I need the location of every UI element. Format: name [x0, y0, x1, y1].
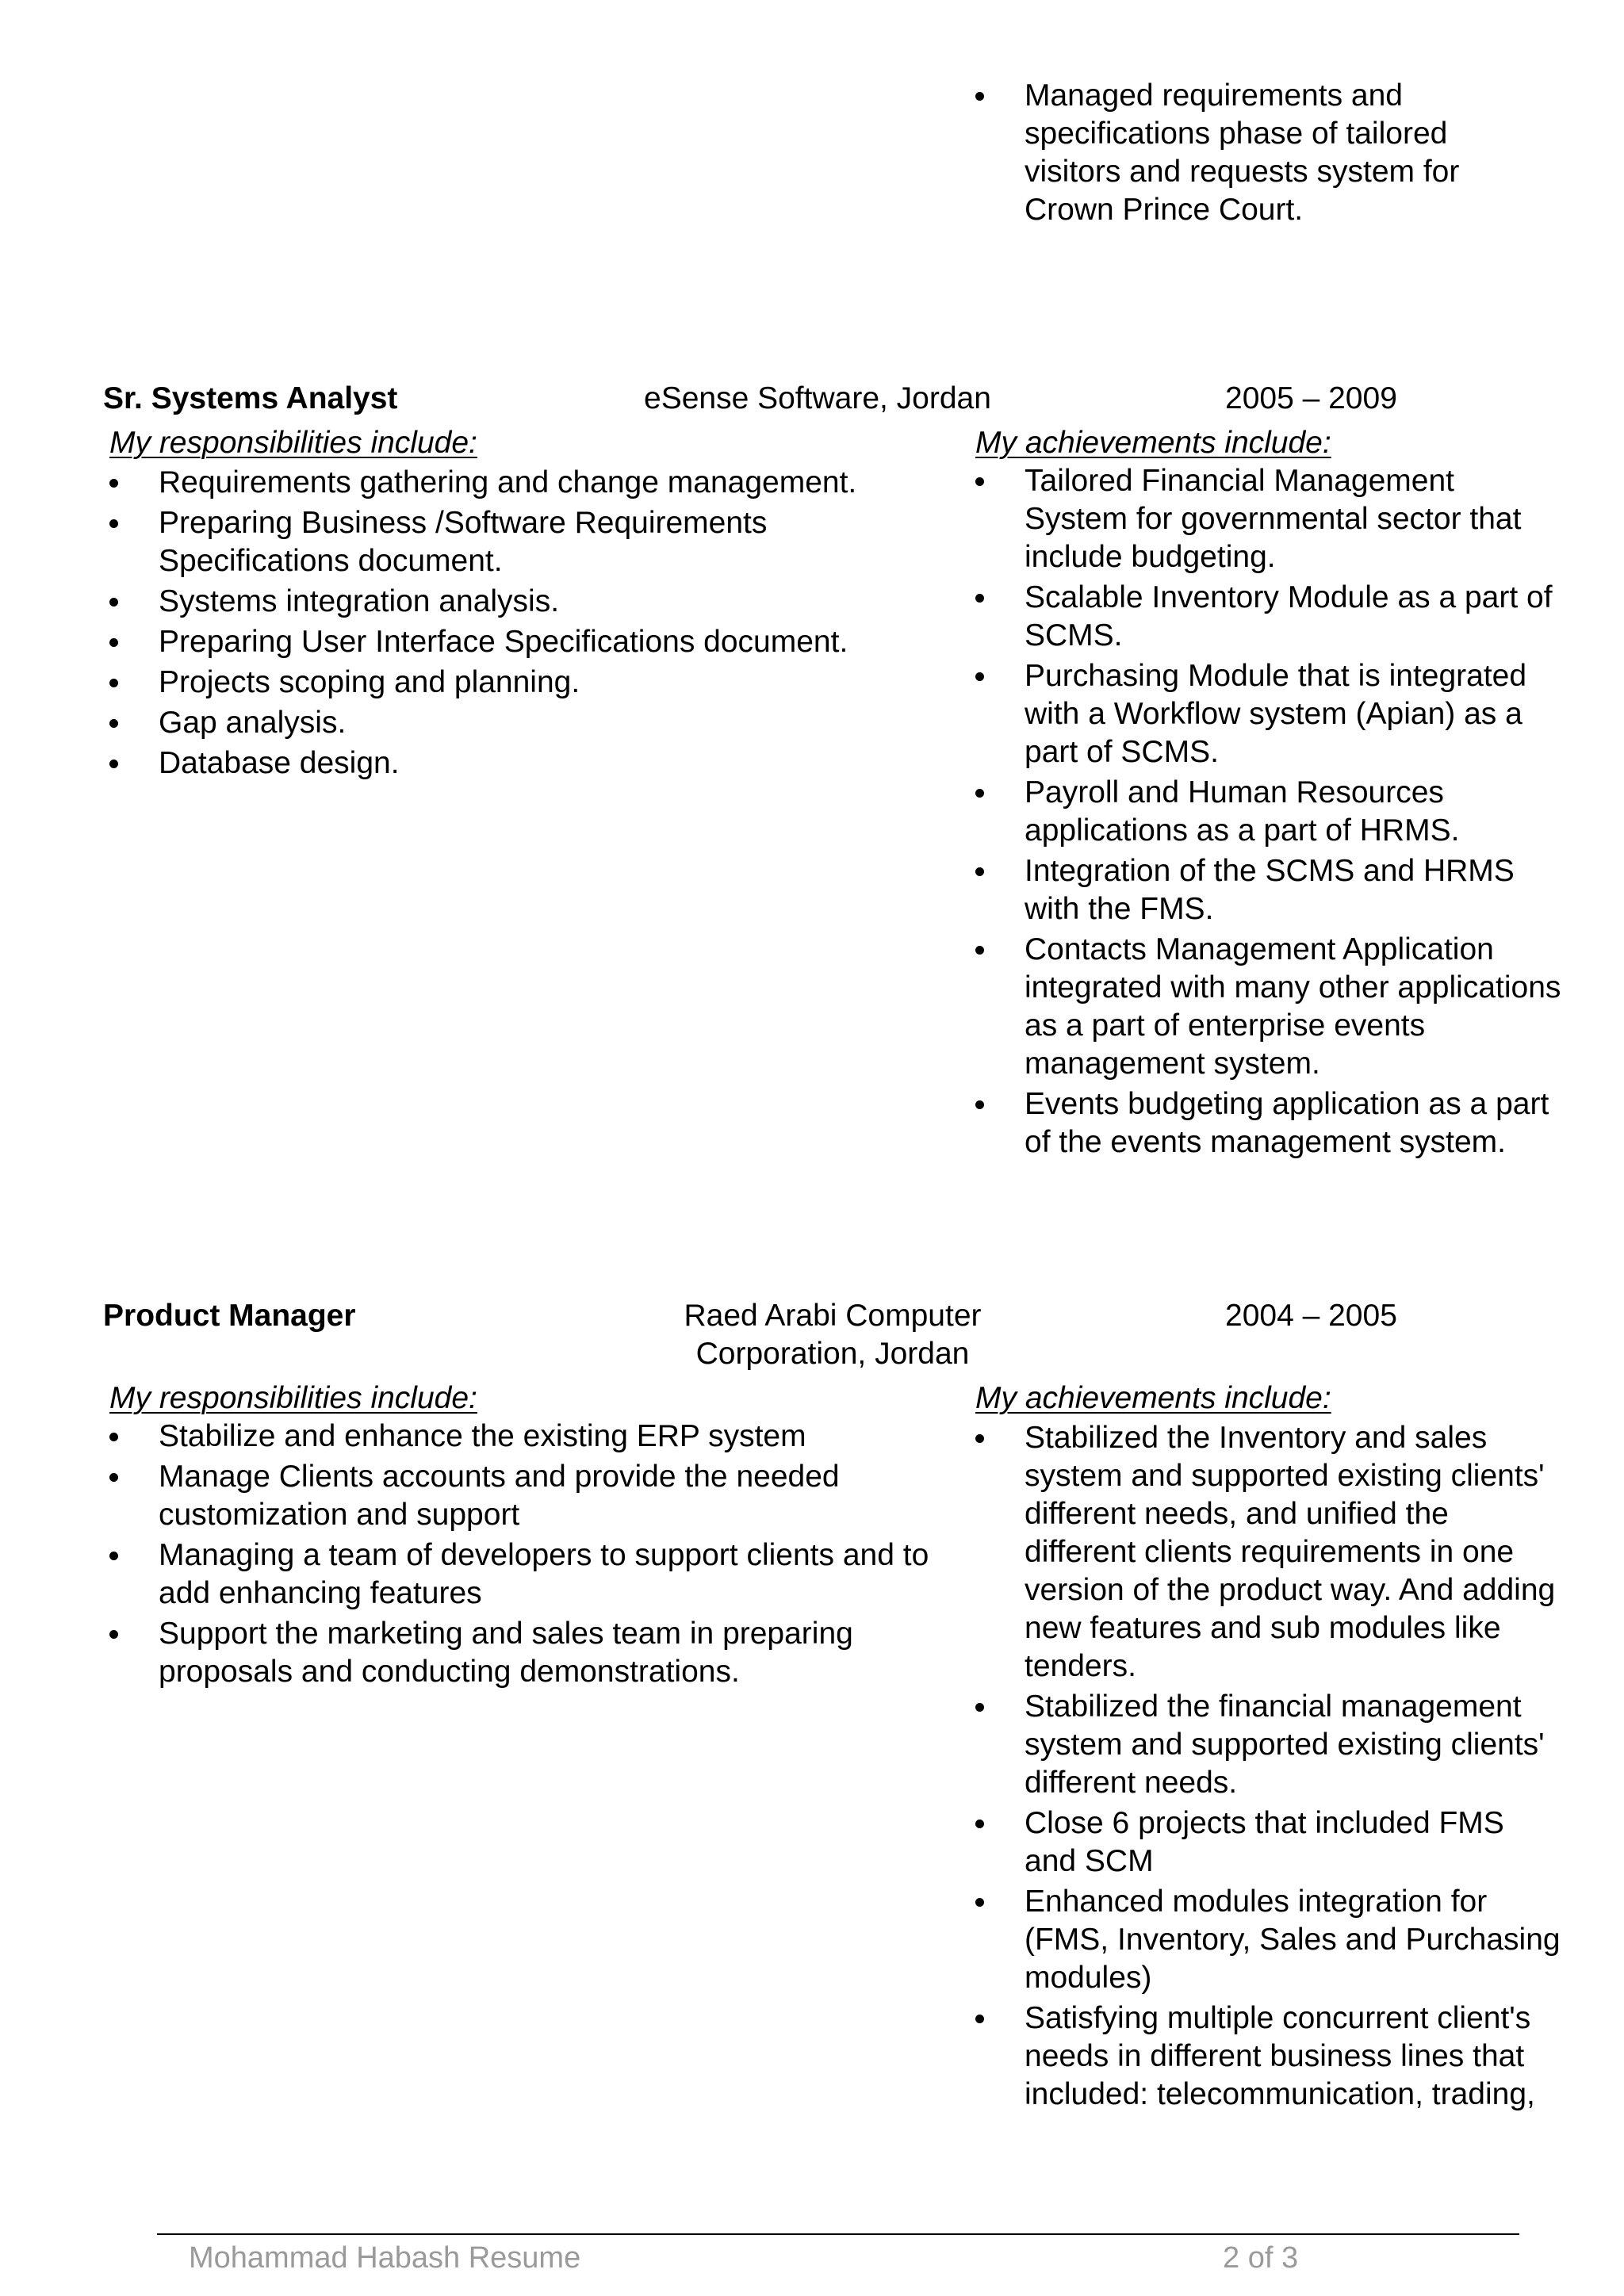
list-item: [975, 1419, 1562, 1686]
list-item: [975, 1804, 1562, 1881]
list-item: [975, 1999, 1562, 2114]
bullet-text: Payroll and Human Resources applications as a part of HRMS.: [1025, 775, 1460, 848]
bullet-icon: [975, 1100, 984, 1109]
bullet-text: Stabilize and enhance the existing ERP system: [159, 1419, 806, 1453]
list-item: [109, 1458, 950, 1534]
bullet-text: Purchasing Module that is integrated with a Workflow system (Apian) as a part of SCMS.: [1025, 659, 1527, 769]
bullet-icon: [109, 598, 118, 607]
list-item: [109, 704, 950, 742]
bullet-text: Satisfying multiple concurrent client's needs in different business lines that included: telecommunication, trading,: [1025, 2001, 1535, 2111]
bullet-icon: [109, 719, 118, 728]
list-item: [975, 931, 1562, 1083]
job2-company-line2: Corporation, Jordan: [695, 1337, 970, 1371]
bullet-icon: [975, 594, 984, 603]
bullet-icon: [975, 2015, 984, 2023]
bullet-icon: [975, 477, 984, 486]
bullet-icon: [109, 679, 118, 687]
job1-responsibilities-list: [109, 464, 950, 783]
list-item: [975, 579, 1562, 655]
list-item: [975, 657, 1562, 771]
list-item: [109, 623, 950, 661]
job1-achievements-heading: My achievements include:: [975, 426, 1331, 460]
bullet-text: Manage Clients accounts and provide the needed customization and support: [159, 1460, 840, 1532]
job2-dates: 2004 – 2005: [1225, 1299, 1397, 1333]
job1-title: Sr. Systems Analyst: [103, 381, 398, 415]
bullet-text: Systems integration analysis.: [159, 584, 560, 618]
job2-responsibilities-heading: My responsibilities include:: [109, 1381, 477, 1415]
bullet-icon: [975, 867, 984, 876]
bullet-text: Projects scoping and planning.: [159, 665, 580, 699]
job2-responsibilities-list: [109, 1418, 950, 1691]
bullet-text: Support the marketing and sales team in preparing proposals and conducting demonstrations.: [159, 1617, 853, 1689]
bullet-icon: [975, 1898, 984, 1907]
job2-title: Product Manager: [103, 1299, 356, 1333]
bullet-icon: [109, 760, 118, 768]
bullet-text: Contacts Management Application integrated with many other applications as a part of enterprise events management system.: [1025, 932, 1561, 1081]
list-item: [109, 664, 950, 702]
list-item: [109, 1418, 950, 1456]
list-item: [975, 462, 1562, 576]
job1-achievements: [975, 462, 1562, 1164]
bullet-text: Preparing User Interface Specifications document.: [159, 625, 848, 659]
bullet-icon: [109, 519, 118, 528]
job1-responsibilities: [109, 464, 950, 785]
job2-company: [634, 1297, 1031, 1373]
list-item: [975, 1085, 1562, 1161]
bullet-text: Integration of the SCMS and HRMS with the FMS.: [1025, 854, 1515, 926]
list-item: [975, 1883, 1562, 1997]
list-item: [975, 1688, 1562, 1802]
bullet-icon: [109, 479, 118, 488]
bullet-text: Database design.: [159, 746, 400, 780]
bullet-text: Tailored Financial Management System for governmental sector that include budgeting.: [1025, 464, 1522, 574]
job2-achievements-heading: My achievements include:: [975, 1381, 1331, 1415]
job2-responsibilities: [109, 1418, 950, 1693]
top-continuation-list: [975, 77, 1546, 229]
job2-company-line1: Raed Arabi Computer: [684, 1299, 982, 1333]
bullet-icon: [109, 1552, 118, 1560]
job1-responsibilities-heading: My responsibilities include:: [109, 426, 477, 460]
list-item: [975, 77, 1546, 229]
list-item: [109, 464, 950, 502]
bullet-icon: [109, 1473, 118, 1482]
footer-divider: [157, 2233, 1519, 2235]
job2-achievements-list: [975, 1419, 1562, 2114]
job1-achievements-list: [975, 462, 1562, 1161]
bullet-text: Close 6 projects that included FMS and SCM: [1025, 1806, 1504, 1878]
top-continuation: [975, 77, 1546, 232]
list-item: [109, 1615, 950, 1691]
bullet-icon: [109, 1433, 118, 1441]
bullet-text: Scalable Inventory Module as a part of SCMS.: [1025, 580, 1553, 652]
bullet-icon: [975, 1820, 984, 1828]
bullet-icon: [975, 92, 984, 101]
list-item: [109, 583, 950, 621]
list-item: [109, 744, 950, 783]
list-item: [975, 852, 1562, 928]
bullet-text: Stabilized the Inventory and sales system and supported existing clients' different needs, and unified the different clients requirements in one version of the product way. And adding new features and sub modules like tenders.: [1025, 1421, 1556, 1683]
bullet-text: Preparing Business /Software Requirements Specifications document.: [159, 506, 768, 578]
bullet-text: Requirements gathering and change management.: [159, 465, 857, 499]
bullet-text: Gap analysis.: [159, 706, 347, 740]
bullet-icon: [109, 1630, 118, 1639]
bullet-text: Managed requirements and specifications phase of tailored visitors and requests system for Crown Prince Court.: [1025, 78, 1460, 227]
bullet-icon: [975, 789, 984, 798]
bullet-text: Events budgeting application as a part of the events management system.: [1025, 1087, 1549, 1159]
job2-achievements: [975, 1419, 1562, 2116]
list-item: [975, 774, 1562, 850]
job1-dates: 2005 – 2009: [1225, 381, 1397, 415]
bullet-icon: [975, 672, 984, 681]
bullet-icon: [975, 1434, 984, 1443]
bullet-icon: [975, 946, 984, 955]
bullet-icon: [109, 638, 118, 647]
job1-company: eSense Software, Jordan: [644, 381, 991, 415]
bullet-text: Stabilized the financial management system and supported existing clients' different needs.: [1025, 1689, 1545, 1800]
footer-title: Mohammad Habash Resume: [189, 2241, 581, 2275]
list-item: [109, 1536, 950, 1613]
footer-page-number: 2 of 3: [1223, 2241, 1299, 2275]
bullet-text: Managing a team of developers to support clients and to add enhancing features: [159, 1538, 929, 1610]
bullet-icon: [975, 1703, 984, 1712]
list-item: [109, 504, 950, 580]
bullet-text: Enhanced modules integration for (FMS, Inventory, Sales and Purchasing modules): [1025, 1885, 1561, 1995]
